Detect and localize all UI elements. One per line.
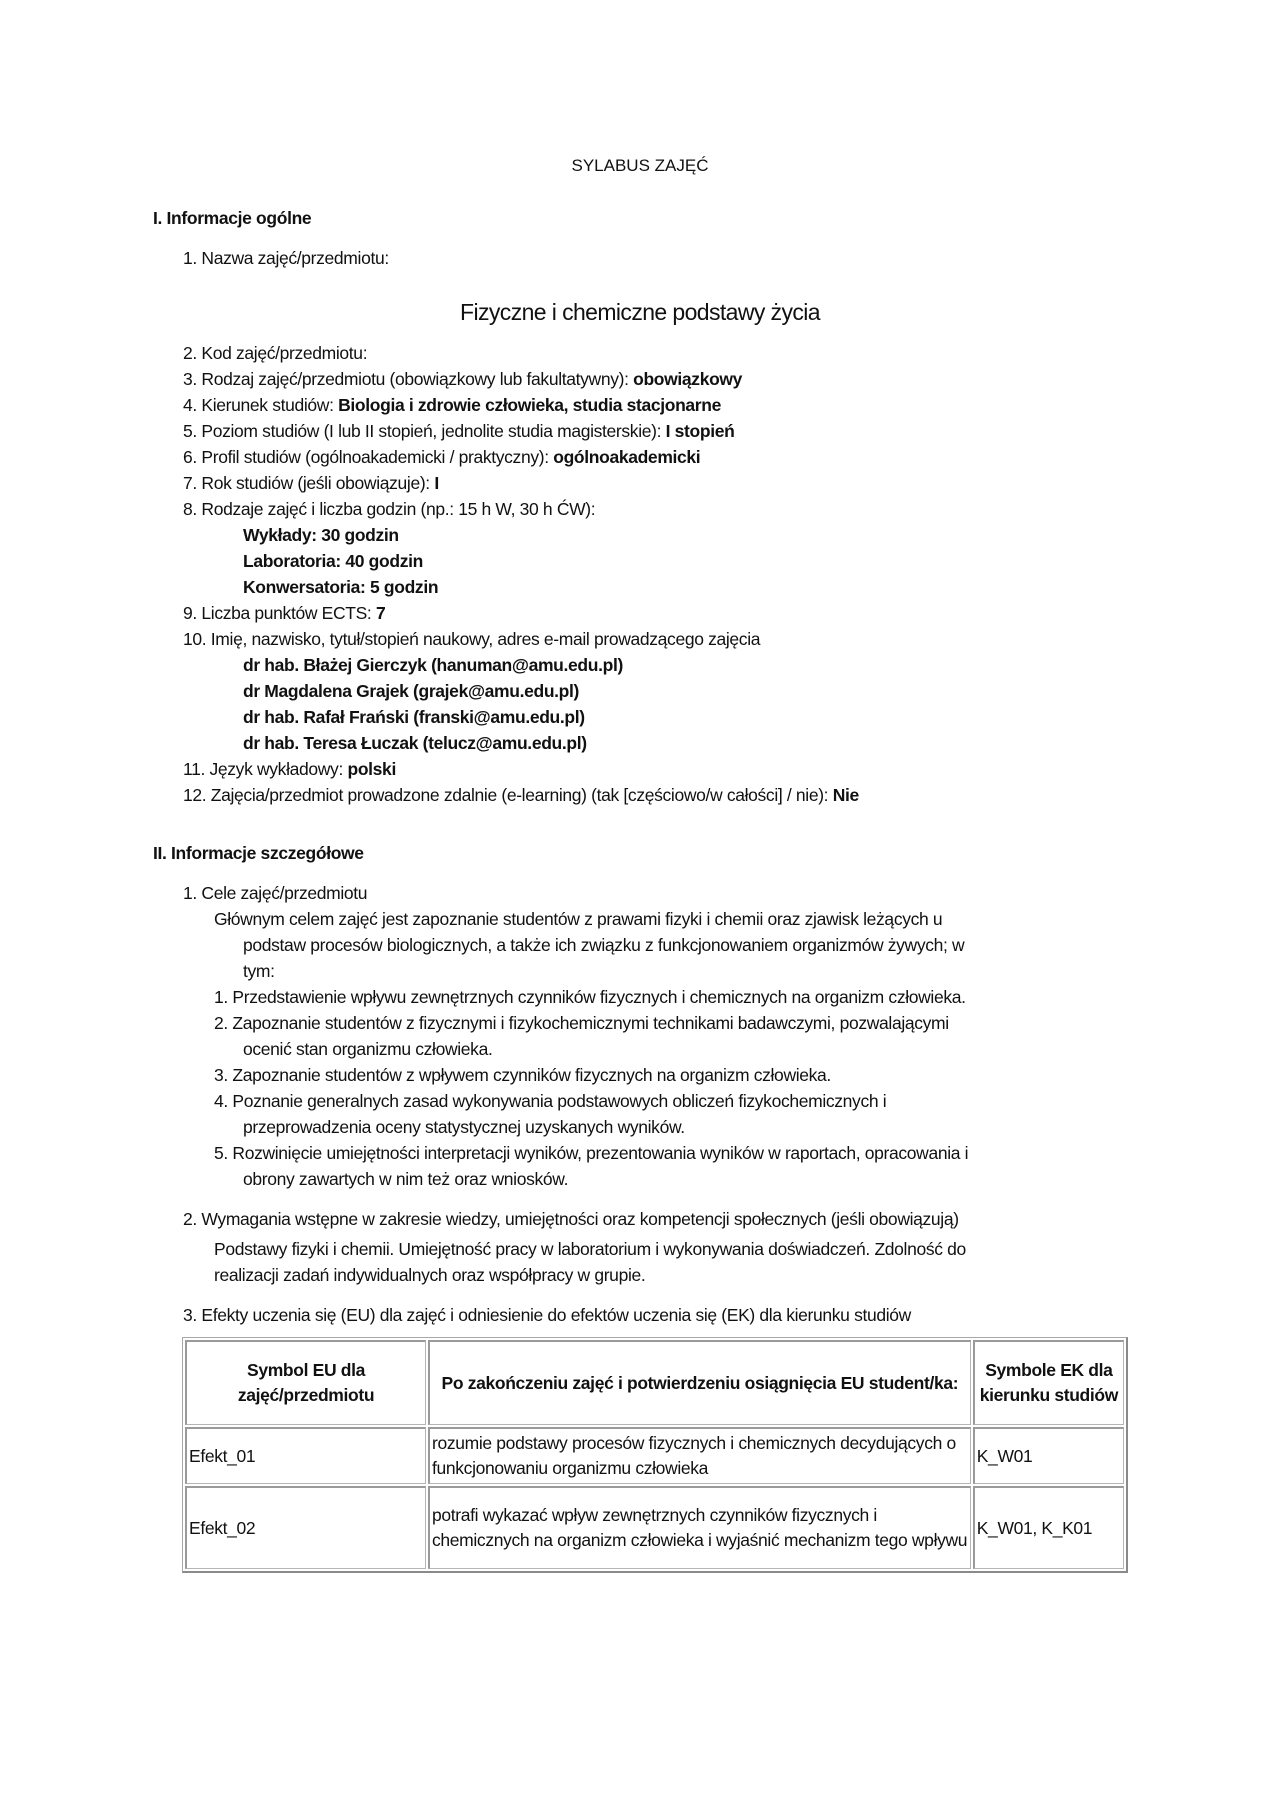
item-label: 2. Kod zajęć/przedmiotu: [183,343,368,363]
item-class-types [183,498,595,520]
language-label: 11. Język wykładowy: [183,759,348,779]
instructor: dr hab. Błażej Gierczyk (hanuman@amu.edu.pl) [243,655,623,675]
item-elearning [183,784,859,806]
item-field-of-study [183,394,721,416]
goals-label: 1. Cele zajęć/przedmiotu [183,883,368,903]
instructor: dr Magdalena Grajek (grajek@amu.edu.pl) [243,681,580,701]
item-study-profile [183,446,700,468]
goals-intro-line: tym: [243,961,275,981]
goal-item: 2. Zapoznanie studentów z fizycznymi i fizykochemicznymi technikami badawczymi, pozwalającymi [214,1013,949,1033]
item-label: 3. Rodzaj zajęć/przedmiotu (obowiązkowy lub fakultatywny): [183,369,634,389]
header-eu-symbol: Symbol EU dla zajęć/przedmiotu [185,1340,426,1425]
item-value: I stopień [665,421,735,441]
item-1-label: 1. Nazwa zajęć/przedmiotu: [183,248,389,268]
instructor: dr hab. Teresa Łuczak (telucz@amu.edu.pl) [243,733,587,753]
table-row [185,1427,1124,1484]
goal-item-cont: obrony zawartych w nim też oraz wniosków. [243,1169,569,1189]
requirements-text: Podstawy fizyki i chemii. Umiejętność pracy w laboratorium i wykonywania doświadczeń. Zdolność do [214,1239,966,1259]
goals-intro-line: podstaw procesów biologicznych, a także ich związku z funkcjonowaniem organizmów żywych; w [243,935,965,955]
goals-intro-line: Głównym celem zajęć jest zapoznanie studentów z prawami fizyki i chemii oraz zjawisk leżących u [214,909,943,929]
header-ek-symbols: Symbole EK dla kierunku studiów [973,1340,1124,1425]
subject-name: Fizyczne i chemiczne podstawy życia [460,299,820,325]
requirements-label: 2. Wymagania wstępne w zakresie wiedzy, umiejętności oraz kompetencji społecznych (jeśli obowiązują) [183,1209,959,1229]
elearning-label: 12. Zajęcia/przedmiot prowadzone zdalnie (e-learning) (tak [częściowo/w całości] / nie): [183,785,833,805]
header-outcome-description: Po zakończeniu zajęć i potwierdzeniu osiągnięcia EU student/ka: [428,1340,971,1425]
goal-item: 4. Poznanie generalnych zasad wykonywania podstawowych obliczeń fizykochemicznych i [214,1091,887,1111]
learning-outcomes-table [182,1337,1128,1573]
item-label: 6. Profil studiów (ogólnoakademicki / praktyczny): [183,447,554,467]
goal-item: 5. Rozwinięcie umiejętności interpretacji wyników, prezentowania wyników w raportach, opracowania i [214,1143,969,1163]
item-study-level [183,420,734,442]
elearning-value: Nie [832,785,859,805]
item-course-code [183,342,367,364]
item-label: 5. Poziom studiów (I lub II stopień, jednolite studia magisterskie): [183,421,666,441]
goal-item: 1. Przedstawienie wpływu zewnętrznych czynników fizycznych i chemicznych na organizm człowieka. [214,987,966,1007]
hours-conversations: Konwersatoria: 5 godzin [243,577,439,597]
cell-ek-symbols: K_W01, K_K01 [973,1486,1124,1569]
cell-description: potrafi wykazać wpływ zewnętrznych czynników fizycznych i chemicznych na organizm człowieka i wyjaśnić mechanizm tego wpływu [428,1486,971,1569]
ects-value: 7 [375,603,386,623]
hours-lectures: Wykłady: 30 godzin [243,525,399,545]
instructor: dr hab. Rafał Frański (franski@amu.edu.pl) [243,707,585,727]
language-value: polski [347,759,396,779]
section-2-heading: II. Informacje szczegółowe [153,843,364,863]
goal-item-cont: przeprowadzenia oceny statystycznej uzyskanych wyników. [243,1117,685,1137]
item-label: 8. Rodzaje zajęć i liczba godzin (np.: 15 h W, 30 h ĆW): [183,499,596,519]
outcomes-label: 3. Efekty uczenia się (EU) dla zajęć i odniesienie do efektów uczenia się (EK) dla kierunku studiów [183,1305,911,1325]
item-course-type [183,368,742,390]
table-header-row [185,1340,1124,1425]
item-value: I [434,473,439,493]
goal-item: 3. Zapoznanie studentów z wpływem czynników fizycznych na organizm człowieka. [214,1065,831,1085]
table-row [185,1486,1124,1569]
hours-labs: Laboratoria: 40 godzin [243,551,423,571]
cell-description: rozumie podstawy procesów fizycznych i chemicznych decydujących o funkcjonowaniu organizmu człowieka [428,1427,971,1484]
item-value: Biologia i zdrowie człowieka, studia stacjonarne [338,395,721,415]
cell-ek-symbols: K_W01 [973,1427,1124,1484]
item-value: obowiązkowy [633,369,743,389]
cell-eu-symbol: Efekt_02 [185,1486,426,1569]
requirements-text: realizacji zadań indywidualnych oraz współpracy w grupie. [214,1265,646,1285]
item-instructors-label: 10. Imię, nazwisko, tytuł/stopień naukowy, adres e-mail prowadzącego zajęcia [183,629,761,649]
item-ects [183,602,385,624]
cell-eu-symbol: Efekt_01 [185,1427,426,1484]
goal-item-cont: ocenić stan organizmu człowieka. [243,1039,493,1059]
document-title: SYLABUS ZAJĘĆ [571,156,709,175]
ects-label: 9. Liczba punktów ECTS: [183,603,376,623]
section-1-heading: I. Informacje ogólne [153,208,312,228]
item-label: 7. Rok studiów (jeśli obowiązuje): [183,473,435,493]
item-label: 4. Kierunek studiów: [183,395,339,415]
item-study-year [183,472,439,494]
item-language [183,758,396,780]
item-value: ogólnoakademicki [553,447,701,467]
